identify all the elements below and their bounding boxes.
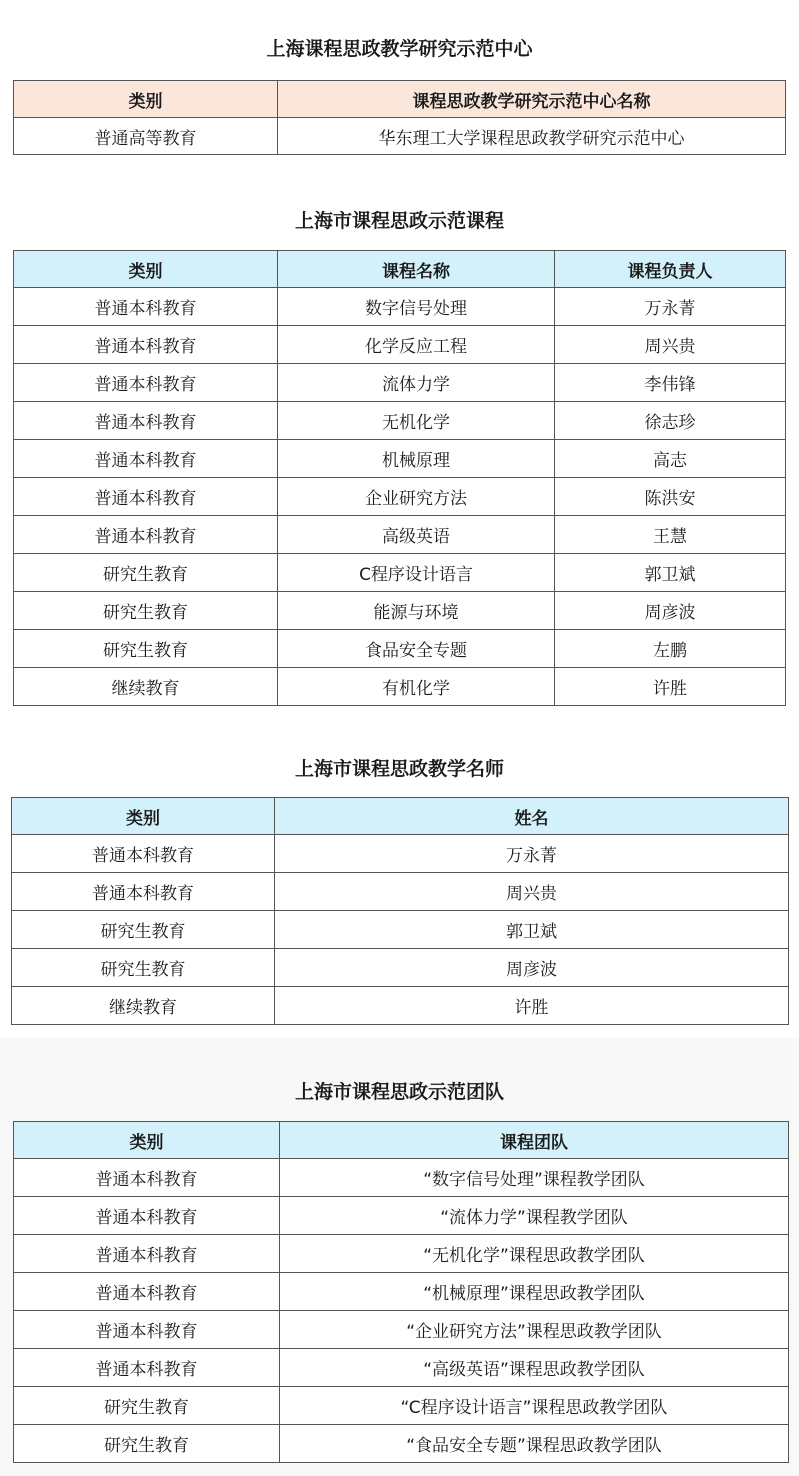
table-cell: 普通本科教育 <box>14 364 278 402</box>
title-demo-courses: 上海市课程思政示范课程 <box>294 210 504 232</box>
table-cell: 研究生教育 <box>14 1387 280 1425</box>
table-cell: 化学反应工程 <box>278 326 555 364</box>
table-header-row <box>12 798 789 835</box>
table-cell: C程序设计语言 <box>278 554 555 592</box>
column-header: 课程负责人 <box>555 251 786 288</box>
table-cell: 高志 <box>555 440 786 478</box>
table-row <box>14 402 786 440</box>
table-cell: 左鹏 <box>555 630 786 668</box>
table-cell: 普通本科教育 <box>14 1311 280 1349</box>
table-cell: 周兴贵 <box>275 873 789 911</box>
column-header: 课程思政教学研究示范中心名称 <box>278 81 786 118</box>
table-cell: 普通本科教育 <box>14 402 278 440</box>
table-row <box>14 1159 789 1197</box>
table-cell: 万永菁 <box>555 288 786 326</box>
table-row <box>12 911 789 949</box>
table-cell: “数字信号处理”课程教学团队 <box>280 1159 789 1197</box>
table-row <box>14 440 786 478</box>
table-cell: 无机化学 <box>278 402 555 440</box>
table-header-row <box>14 81 786 118</box>
table-cell: 万永菁 <box>275 835 789 873</box>
table-row <box>14 1387 789 1425</box>
table-row <box>14 1311 789 1349</box>
table-demo-courses <box>13 250 786 706</box>
table-cell: 研究生教育 <box>12 949 275 987</box>
table-cell: 许胜 <box>275 987 789 1025</box>
table-cell: 研究生教育 <box>14 630 278 668</box>
table-demo-teams <box>13 1121 789 1463</box>
column-header: 类别 <box>14 1122 280 1159</box>
table-row <box>14 118 786 155</box>
column-header: 类别 <box>14 81 278 118</box>
table-cell: “C程序设计语言”课程思政教学团队 <box>280 1387 789 1425</box>
table-cell: 普通本科教育 <box>14 326 278 364</box>
table-cell: “食品安全专题”课程思政教学团队 <box>280 1425 789 1463</box>
table-cell: 普通高等教育 <box>14 118 278 155</box>
table-cell: 研究生教育 <box>12 911 275 949</box>
table-cell: 普通本科教育 <box>14 1235 280 1273</box>
table-row <box>14 1197 789 1235</box>
table-cell: 李伟锋 <box>555 364 786 402</box>
table-cell: 普通本科教育 <box>14 288 278 326</box>
table-cell: 能源与环境 <box>278 592 555 630</box>
table-row <box>14 1349 789 1387</box>
table-cell: 徐志珍 <box>555 402 786 440</box>
table-cell: 机械原理 <box>278 440 555 478</box>
table-cell: “流体力学”课程教学团队 <box>280 1197 789 1235</box>
table-row <box>14 554 786 592</box>
table-cell: 普通本科教育 <box>14 440 278 478</box>
table-row <box>12 949 789 987</box>
table-row <box>14 592 786 630</box>
table-row <box>14 1425 789 1463</box>
table-cell: “企业研究方法”课程思政教学团队 <box>280 1311 789 1349</box>
table-header-row <box>14 1122 789 1159</box>
table-row <box>14 1235 789 1273</box>
table-row <box>14 364 786 402</box>
table-row <box>14 1273 789 1311</box>
column-header: 姓名 <box>275 798 789 835</box>
table-cell: 普通本科教育 <box>14 1349 280 1387</box>
table-demo-center <box>13 80 786 155</box>
table-row <box>14 326 786 364</box>
table-cell: 王慧 <box>555 516 786 554</box>
title-demo-center: 上海课程思政教学研究示范中心 <box>266 38 533 60</box>
table-row <box>14 478 786 516</box>
table-cell: 数字信号处理 <box>278 288 555 326</box>
table-cell: 食品安全专题 <box>278 630 555 668</box>
table-cell: 许胜 <box>555 668 786 706</box>
column-header: 类别 <box>14 251 278 288</box>
table-cell: “高级英语”课程思政教学团队 <box>280 1349 789 1387</box>
table-cell: 研究生教育 <box>14 1425 280 1463</box>
table-cell: 普通本科教育 <box>14 1197 280 1235</box>
table-cell: “机械原理”课程思政教学团队 <box>280 1273 789 1311</box>
table-cell: 企业研究方法 <box>278 478 555 516</box>
table-cell: 研究生教育 <box>14 554 278 592</box>
table-row <box>14 668 786 706</box>
table-cell: 普通本科教育 <box>14 478 278 516</box>
table-row <box>12 873 789 911</box>
column-header: 类别 <box>12 798 275 835</box>
table-header-row <box>14 251 786 288</box>
table-row <box>12 835 789 873</box>
column-header: 课程团队 <box>280 1122 789 1159</box>
table-cell: 高级英语 <box>278 516 555 554</box>
column-header: 课程名称 <box>278 251 555 288</box>
table-cell: 周兴贵 <box>555 326 786 364</box>
table-row <box>14 516 786 554</box>
table-cell: 流体力学 <box>278 364 555 402</box>
table-cell: 郭卫斌 <box>275 911 789 949</box>
table-cell: 周彦波 <box>555 592 786 630</box>
table-famous-teachers <box>11 797 789 1025</box>
table-cell: 普通本科教育 <box>12 835 275 873</box>
table-cell: 华东理工大学课程思政教学研究示范中心 <box>278 118 786 155</box>
title-famous-teachers: 上海市课程思政教学名师 <box>294 758 504 780</box>
table-cell: 陈洪安 <box>555 478 786 516</box>
table-cell: 继续教育 <box>14 668 278 706</box>
table-cell: 普通本科教育 <box>14 1273 280 1311</box>
table-cell: 普通本科教育 <box>14 1159 280 1197</box>
table-cell: 研究生教育 <box>14 592 278 630</box>
table-cell: 郭卫斌 <box>555 554 786 592</box>
table-cell: 普通本科教育 <box>12 873 275 911</box>
table-cell: 有机化学 <box>278 668 555 706</box>
table-row <box>14 630 786 668</box>
table-cell: “无机化学”课程思政教学团队 <box>280 1235 789 1273</box>
table-cell: 继续教育 <box>12 987 275 1025</box>
title-demo-teams: 上海市课程思政示范团队 <box>294 1081 504 1103</box>
table-cell: 周彦波 <box>275 949 789 987</box>
table-cell: 普通本科教育 <box>14 516 278 554</box>
table-row <box>12 987 789 1025</box>
table-row <box>14 288 786 326</box>
